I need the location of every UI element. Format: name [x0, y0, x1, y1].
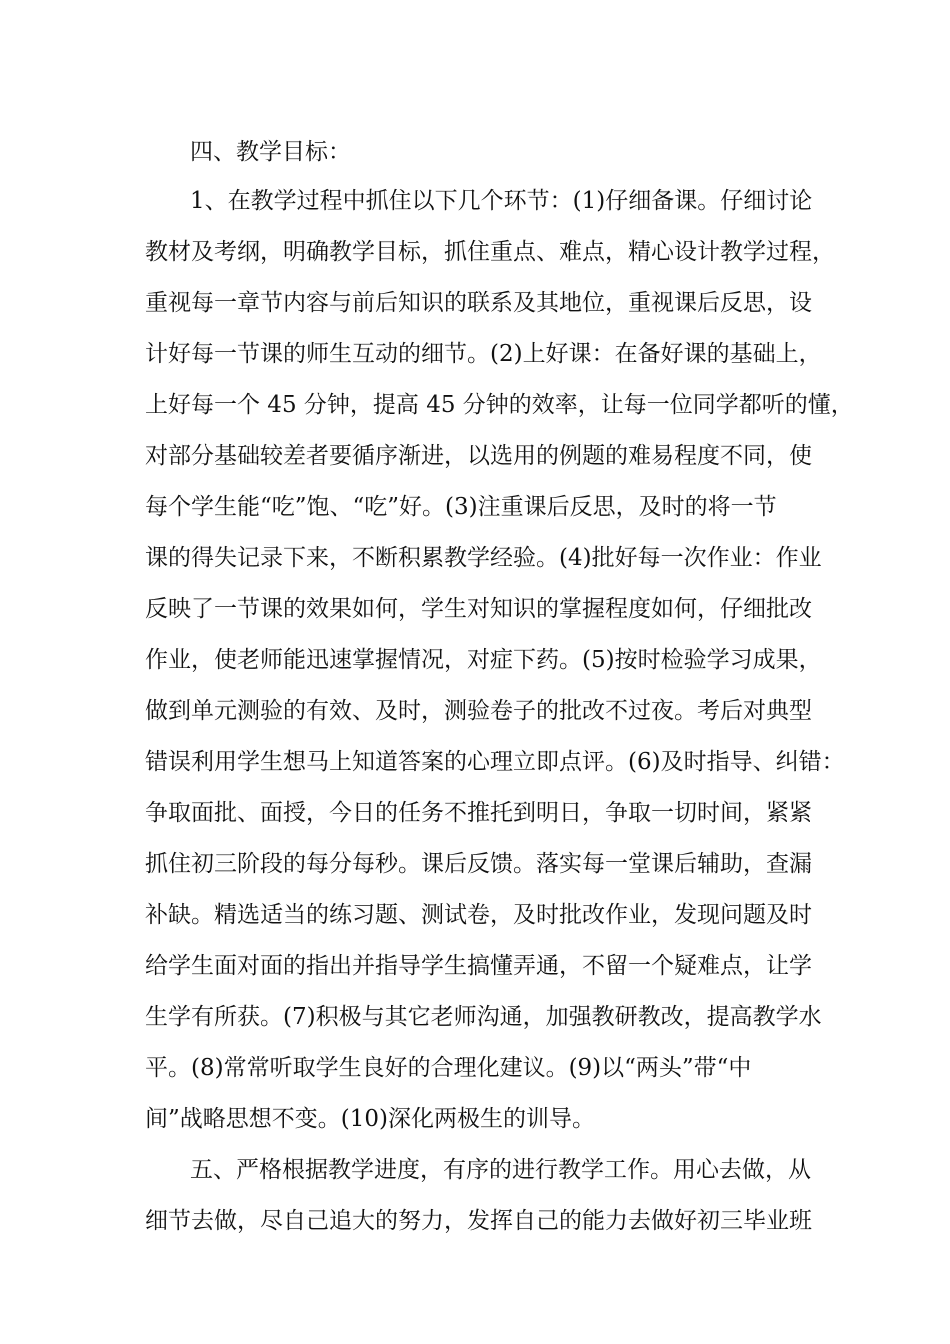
- paragraph-line: 五、严格根据教学进度，有序的进行教学工作。用心去做，从: [190, 1157, 811, 1183]
- paragraph-line: 反映了一节课的效果如何，学生对知识的掌握程度如何，仔细批改: [145, 596, 812, 622]
- paragraph-line: 间”战略思想不变。(10)深化两极生的训导。: [145, 1106, 595, 1132]
- paragraph-line: 作业，使老师能迅速掌握情况，对症下药。(5)按时检验学习成果，: [145, 647, 822, 673]
- paragraph-line: 给学生面对面的指出并指导学生搞懂弄通，不留一个疑难点，让学: [145, 953, 812, 979]
- paragraph-line: 平。(8)常常听取学生良好的合理化建议。(9)以“两头”带“中: [145, 1055, 752, 1081]
- paragraph-line: 细节去做，尽自己追大的努力，发挥自己的能力去做好初三毕业班: [145, 1208, 812, 1234]
- paragraph-line: 教材及考纲，明确教学目标，抓住重点、难点，精心设计教学过程，: [145, 239, 835, 265]
- paragraph-line: 错误利用学生想马上知道答案的心理立即点评。(6)及时指导、纠错：: [145, 749, 845, 775]
- paragraph-line: 1、在教学过程中抓住以下几个环节：(1)仔细备课。仔细讨论: [190, 188, 813, 214]
- paragraph-line: 对部分基础较差者要循序渐进，以选用的例题的难易程度不同，使: [145, 443, 812, 469]
- paragraph-line: 争取面批、面授，今日的任务不推托到明日，争取一切时间，紧紧: [145, 800, 812, 826]
- heading-section-four: 四、教学目标：: [190, 139, 351, 165]
- paragraph-line: 抓住初三阶段的每分每秒。课后反馈。落实每一堂课后辅助，查漏: [145, 851, 812, 877]
- paragraph-line: 上好每一个 45 分钟，提高 45 分钟的效率，让每一位同学都听的懂，: [145, 392, 854, 418]
- paragraph-line: 课的得失记录下来，不断积累教学经验。(4)批好每一次作业：作业: [145, 545, 822, 571]
- paragraph-line: 做到单元测验的有效、及时，测验卷子的批改不过夜。考后对典型: [145, 698, 812, 724]
- paragraph-line: 重视每一章节内容与前后知识的联系及其地位，重视课后反思，设: [145, 290, 812, 316]
- paragraph-line: 生学有所获。(7)积极与其它老师沟通，加强教研教改，提高教学水: [145, 1004, 822, 1030]
- paragraph-line: 补缺。精选适当的练习题、测试卷，及时批改作业，发现问题及时: [145, 902, 812, 928]
- paragraph-line: 计好每一节课的师生互动的细节。(2)上好课：在备好课的基础上，: [145, 341, 822, 367]
- paragraph-line: 每个学生能“吃”饱、“吃”好。(3)注重课后反思，及时的将一节: [145, 494, 777, 520]
